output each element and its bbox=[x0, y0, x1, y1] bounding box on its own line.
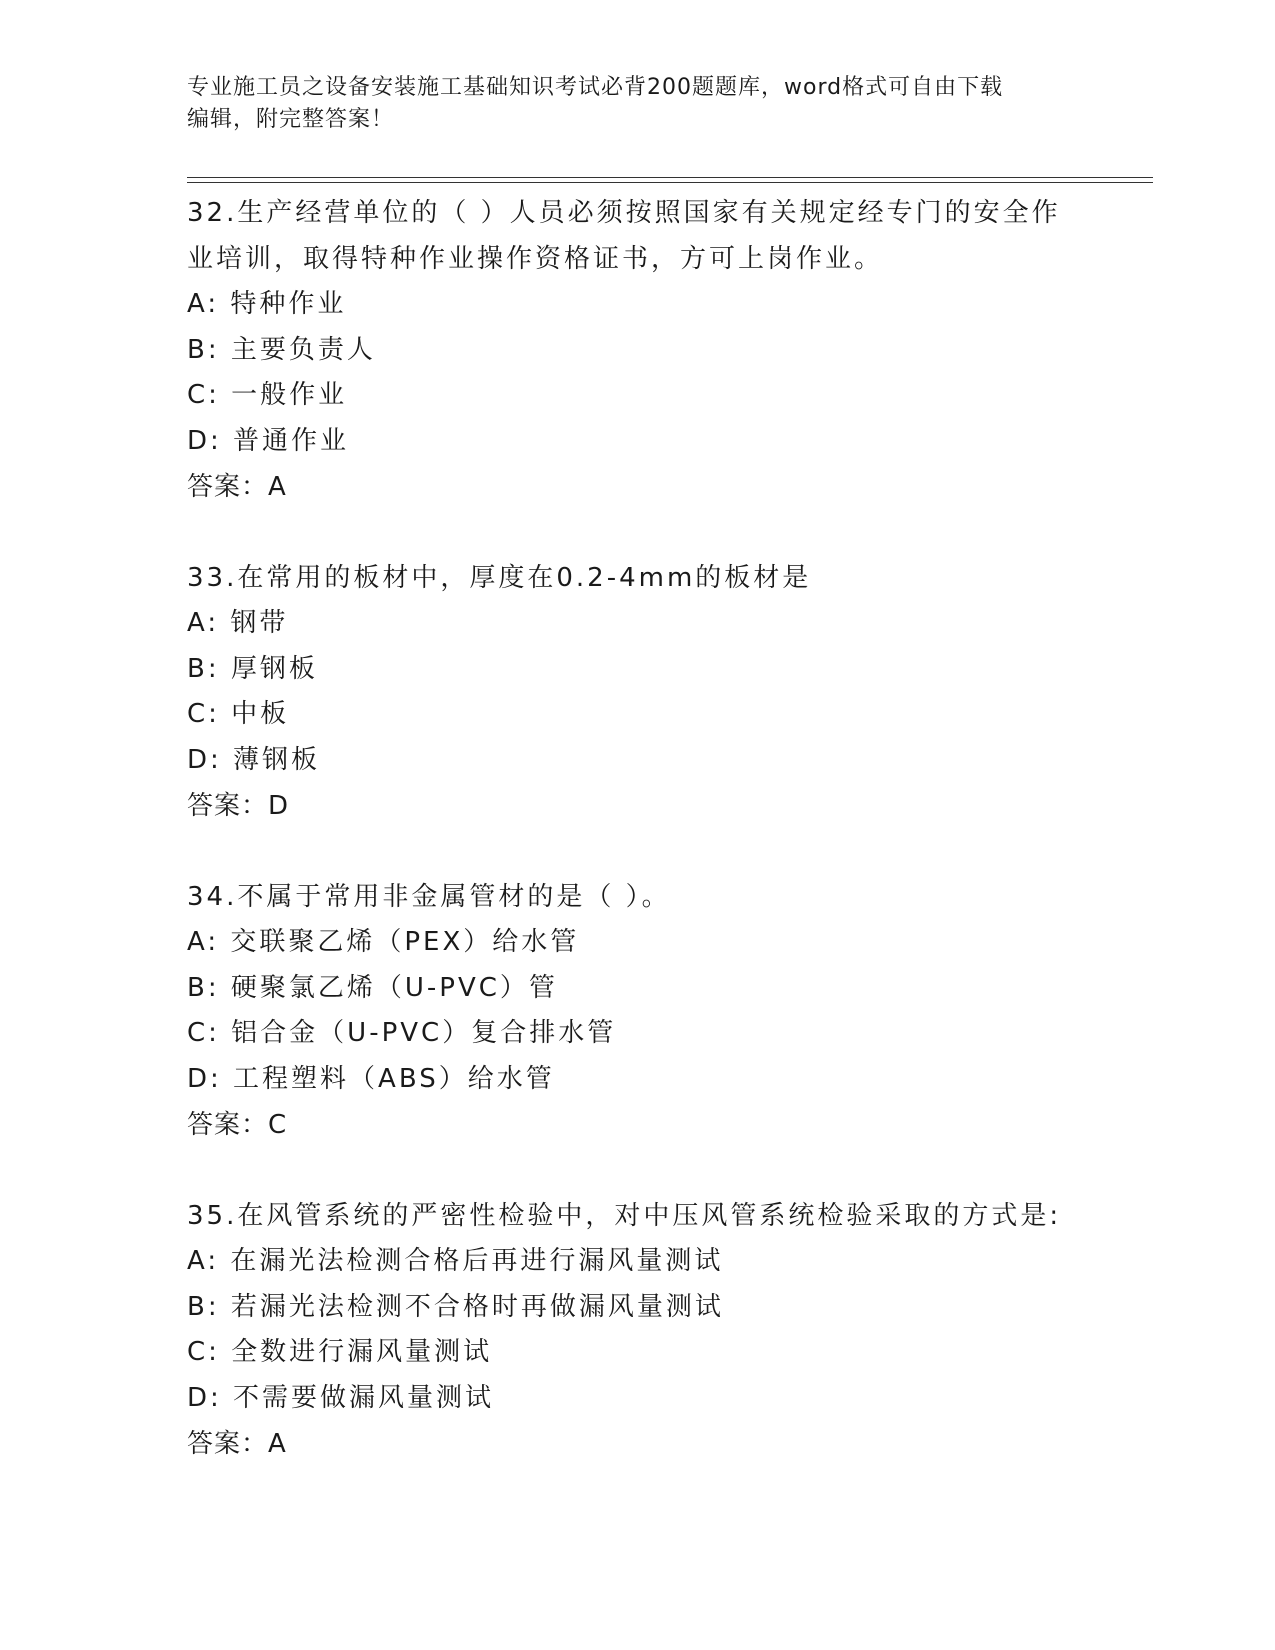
option-b: B: 若漏光法检测不合格时再做漏风量测试 bbox=[187, 1291, 724, 1322]
question-34 bbox=[187, 874, 1087, 1148]
option-d: D: 不需要做漏风量测试 bbox=[187, 1382, 495, 1413]
answer-line: 答案：C bbox=[187, 1110, 288, 1140]
question-stem: 35.在风管系统的严密性检验中，对中压风管系统检验采取的方式是: bbox=[187, 1201, 1062, 1231]
header-divider-top bbox=[187, 177, 1153, 178]
header-divider-bottom bbox=[187, 182, 1153, 183]
question-33 bbox=[187, 555, 1087, 829]
option-b: B: 主要负责人 bbox=[187, 334, 376, 365]
option-a: A: 在漏光法检测合格后再进行漏风量测试 bbox=[187, 1246, 724, 1276]
option-a: A: 交联聚乙烯（PEX）给水管 bbox=[187, 927, 580, 957]
question-stem: 34.不属于常用非金属管材的是（ ）。 bbox=[187, 882, 671, 912]
option-d: D: 薄钢板 bbox=[187, 744, 321, 775]
option-b: B: 硬聚氯乙烯（U-PVC）管 bbox=[187, 972, 558, 1003]
answer-line: 答案：A bbox=[187, 472, 287, 502]
option-b: B: 厚钢板 bbox=[187, 653, 318, 684]
header-title-line-1: 专业施工员之设备安装施工基础知识考试必背200题题库，word格式可自由下载 bbox=[187, 75, 1004, 100]
option-d: D: 普通作业 bbox=[187, 425, 350, 456]
option-c: C: 铝合金（U-PVC）复合排水管 bbox=[187, 1018, 617, 1048]
option-d: D: 工程塑料（ABS）给水管 bbox=[187, 1063, 555, 1094]
option-c: C: 全数进行漏风量测试 bbox=[187, 1337, 493, 1367]
header-title-line-2: 编辑，附完整答案！ bbox=[187, 107, 395, 132]
question-list bbox=[187, 190, 1087, 1512]
question-35 bbox=[187, 1193, 1087, 1467]
document-header bbox=[187, 72, 1087, 136]
option-c: C: 中板 bbox=[187, 699, 290, 729]
option-a: A: 钢带 bbox=[187, 608, 289, 638]
answer-line: 答案：D bbox=[187, 791, 290, 821]
question-32 bbox=[187, 190, 1087, 510]
answer-line: 答案：A bbox=[187, 1429, 287, 1459]
option-a: A: 特种作业 bbox=[187, 289, 347, 319]
question-stem: 33.在常用的板材中，厚度在0.2-4mm的板材是 bbox=[187, 563, 812, 593]
option-c: C: 一般作业 bbox=[187, 380, 348, 410]
question-stem: 32.生产经营单位的（ ）人员必须按照国家有关规定经专门的安全作业培训，取得特种作业操作资格证书，方可上岗作业。 bbox=[187, 198, 1061, 274]
